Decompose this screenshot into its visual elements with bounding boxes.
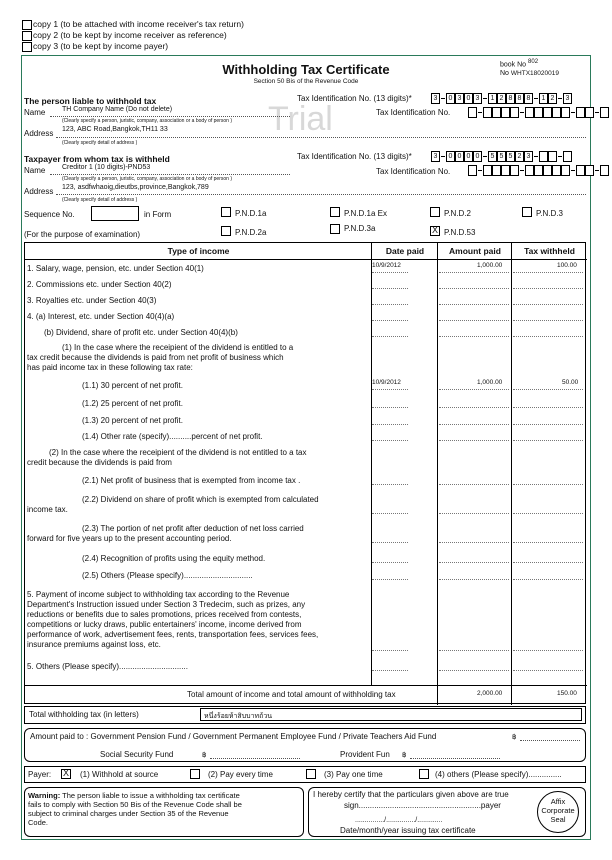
cell-line xyxy=(439,424,509,425)
cell-line xyxy=(513,670,583,671)
payer-tin2-digit[interactable] xyxy=(483,107,492,118)
cell-line xyxy=(372,272,408,273)
pay-one-time-checkbox[interactable] xyxy=(306,769,316,779)
payer-tin-digit[interactable]: 3 xyxy=(563,93,572,104)
payee-tin2-separator xyxy=(520,170,524,171)
pnd2a-checkbox[interactable] xyxy=(221,226,231,236)
payee-address-hint: (Clearly specify detail of address ) xyxy=(62,197,138,203)
sign-line[interactable]: sign.......................................................payer xyxy=(344,801,501,810)
payer-tin2-digit[interactable] xyxy=(534,107,543,118)
payee-address-label: Address xyxy=(24,187,54,196)
warning-title: Warning: xyxy=(28,791,61,800)
payer-tin-digit[interactable]: 3 xyxy=(473,93,482,104)
pnd2-checkbox[interactable] xyxy=(430,207,440,217)
pnd53-checkbox[interactable] xyxy=(430,226,440,236)
cert-no xyxy=(500,70,559,77)
total-label: Total amount of income and total amount of withholding tax xyxy=(187,690,396,699)
cell-line xyxy=(372,484,408,485)
payer-tin-digit[interactable]: 8 xyxy=(524,93,533,104)
withhold-at-source-label: (1) Withhold at source xyxy=(80,770,159,779)
payer-address-hint: (Clearly specify detail of address ) xyxy=(62,140,138,146)
pay-one-time-label: (3) Pay one time xyxy=(324,770,383,779)
row-6: 5. Others (Please specify)............................... xyxy=(27,662,188,671)
cell-line xyxy=(513,288,583,289)
warning-line-3: subject to criminal charges under Section 35 of the Revenue xyxy=(28,809,229,818)
copy-1-label: copy 1 (to be attached with income receiver's tax return) xyxy=(33,19,244,29)
fund-baht-1: ฿ xyxy=(512,734,517,741)
copy-3-label: copy 3 (to be kept by income payer) xyxy=(33,41,169,51)
payer-tin2-separator xyxy=(520,112,524,113)
fund-label: Amount paid to : Government Pension Fund / Government Permanent Employee Fund / Private Teachers Aid Fund xyxy=(30,732,437,741)
payer-tin2-label: Tax Identification No. xyxy=(376,108,451,117)
fund-line-1[interactable] xyxy=(520,740,580,741)
payee-name-label: Name xyxy=(24,166,46,175)
payer-tin2-digit[interactable] xyxy=(510,107,519,118)
payer-tin2-digit[interactable] xyxy=(576,107,585,118)
payee-tin-digit[interactable]: 0 xyxy=(473,151,482,162)
cell-line xyxy=(372,440,408,441)
payee-tin-label: Tax Identification No. (13 digits)* xyxy=(297,152,412,161)
cell-line xyxy=(513,272,583,273)
payee-tin2-separator xyxy=(478,170,482,171)
payer-tin-label: Tax Identification No. (13 digits)* xyxy=(297,94,412,103)
cert-no-label: No xyxy=(500,70,509,77)
payee-name-hint: (Clearly specify a person, juristic, company, association or a body of person ) xyxy=(62,176,232,182)
cell-line xyxy=(372,562,408,563)
cell-line xyxy=(372,579,408,580)
payee-tin-separator xyxy=(534,156,538,157)
payee-tin2-digit[interactable] xyxy=(534,165,543,176)
cell-line xyxy=(513,424,583,425)
cell-line xyxy=(372,304,408,305)
row-4b1-line3: has paid income tax in these following tax rate: xyxy=(27,363,193,372)
cell-line xyxy=(372,542,408,543)
trial-watermark: Trial xyxy=(268,100,333,138)
row-1-3: (1.3) 20 percent of net profit. xyxy=(82,416,183,425)
r11-date[interactable]: 10/9/2012 xyxy=(372,379,401,386)
row-5-line2: Department's Instruction issued under Section 3 Tredecim, such as prizes, any xyxy=(27,600,306,609)
pnd53-label: P.N.D.53 xyxy=(444,228,476,237)
date-dots[interactable]: .............../.............../............. xyxy=(355,817,443,824)
cell-line xyxy=(372,670,408,671)
pnd2-label: P.N.D.2 xyxy=(444,209,471,218)
payee-tin-digit[interactable]: 2 xyxy=(515,151,524,162)
cell-line xyxy=(372,650,408,651)
payer-tin-digit[interactable]: 3 xyxy=(455,93,464,104)
payer-tin-separator xyxy=(483,98,487,99)
payee-tin-digit[interactable]: 5 xyxy=(488,151,497,162)
payer-tin2-separator xyxy=(595,112,599,113)
pnd3-checkbox[interactable] xyxy=(522,207,532,217)
payer-tin-digit[interactable]: 0 xyxy=(464,93,473,104)
col-divider xyxy=(371,243,372,685)
seal-line-3: Seal xyxy=(550,815,566,824)
payer-tin-digit[interactable]: 2 xyxy=(497,93,506,104)
row-2-4: (2.4) Recognition of profits using the equity method. xyxy=(82,554,266,563)
total-tax: 150.00 xyxy=(557,690,577,697)
payee-tin-digit[interactable]: 0 xyxy=(446,151,455,162)
row-4a: 4. (a) Interest, etc. under Section 40(4)(a) xyxy=(27,312,175,321)
payee-tin-digit[interactable]: 5 xyxy=(497,151,506,162)
cell-line xyxy=(439,542,509,543)
payee-tin-digit[interactable]: 5 xyxy=(506,151,515,162)
row-2-5: (2.5) Others (Please specify)............................... xyxy=(82,571,253,580)
payer-tin-digit[interactable]: 2 xyxy=(548,93,557,104)
payee-tin-digit[interactable] xyxy=(548,151,557,162)
payer-tin2-digit[interactable] xyxy=(492,107,501,118)
cell-line xyxy=(439,562,509,563)
copy-3-checkbox[interactable] xyxy=(22,42,32,52)
cell-line xyxy=(439,288,509,289)
payer-options-label: Payer: xyxy=(28,770,52,779)
warning-text xyxy=(28,791,242,827)
row-5-line3: reductions or benefits due to sales promotions, prices received from contests, xyxy=(27,610,302,619)
payer-tin2-digit[interactable] xyxy=(501,107,510,118)
payer-tin-separator xyxy=(534,98,538,99)
pnd3-label: P.N.D.3 xyxy=(536,209,563,218)
pnd3a-label: P.N.D.3a xyxy=(344,224,376,233)
warning-line-4: Code. xyxy=(28,818,49,827)
fund-baht-2: ฿ xyxy=(202,752,207,759)
payer-name-label: Name xyxy=(24,108,46,117)
cell-line xyxy=(513,407,583,408)
cell-line xyxy=(513,304,583,305)
row-2-2-line2: income tax. xyxy=(27,505,68,514)
payer-address-label: Address xyxy=(24,129,54,138)
fund-baht-3: ฿ xyxy=(402,752,407,759)
payee-tin2-digit[interactable] xyxy=(543,165,552,176)
row-4b2-line1: (2) In the case where the receipient of the dividend is not entitled to a tax xyxy=(49,448,307,457)
header-type: Type of income xyxy=(25,243,372,260)
payer-tin-separator xyxy=(558,98,562,99)
payee-tin-digit[interactable]: 0 xyxy=(455,151,464,162)
payer-tin2-digit[interactable] xyxy=(543,107,552,118)
payer-address-value[interactable]: 123, ABC Road,Bangkok,TH11 33 xyxy=(62,126,168,133)
payer-name-line xyxy=(50,116,290,117)
payer-tin-separator xyxy=(441,98,445,99)
cell-line xyxy=(439,407,509,408)
payee-name-value[interactable]: Creditor 1 (10 digits)-PND53 xyxy=(62,164,151,171)
cell-line xyxy=(513,336,583,337)
payee-tin2-label: Tax Identification No. xyxy=(376,167,451,176)
cell-line xyxy=(439,484,509,485)
payee-tin-digit[interactable]: 3 xyxy=(431,151,440,162)
seal-line-2: Corporate xyxy=(541,806,575,815)
row-2-2-line1: (2.2) Dividend on share of profit which is exempted from calculated xyxy=(82,495,319,504)
payer-tin-digit[interactable]: 0 xyxy=(446,93,455,104)
row-5-line1: 5. Payment of income subject to withholding tax according to the Revenue xyxy=(27,590,290,599)
seal-line-1: Affix xyxy=(550,797,566,806)
cell-line xyxy=(513,562,583,563)
payer-tin2-digit[interactable] xyxy=(600,107,609,118)
in-form-label: in Form xyxy=(144,210,172,219)
cell-line xyxy=(439,670,509,671)
cell-line xyxy=(513,440,583,441)
certificate-title: Withholding Tax Certificate xyxy=(222,62,390,77)
payee-tin-digit[interactable] xyxy=(563,151,572,162)
warning-line-1: The person liable to issue a withholding tax certificate xyxy=(62,791,240,800)
row-5-line5: performance of work, advertisement fees, rents, transportation fees, services fees, xyxy=(27,630,319,639)
book-no-value: 802 xyxy=(528,59,539,65)
payee-tin-separator xyxy=(558,156,562,157)
cell-line xyxy=(439,513,509,514)
payee-tin2-digit[interactable] xyxy=(576,165,585,176)
letters-value: หนึ่งร้อยห้าสิบบาทถ้วน xyxy=(204,713,273,720)
sequence-label: Sequence No. xyxy=(24,210,75,219)
payer-tin-digit[interactable]: 1 xyxy=(488,93,497,104)
row-1-2: (1.2) 25 percent of net profit. xyxy=(82,399,183,408)
cell-line xyxy=(439,579,509,580)
purpose-label: (For the purpose of examination) xyxy=(24,230,141,239)
payee-heading: Taxpayer from whom tax is withheld xyxy=(24,154,170,164)
row-4b2-line2: credit because the dividends is paid from xyxy=(27,458,172,467)
cell-line xyxy=(513,389,583,390)
cell-line xyxy=(513,650,583,651)
payee-tin2-digit[interactable] xyxy=(585,165,594,176)
payee-tin2-separator xyxy=(595,170,599,171)
col-divider xyxy=(437,243,438,705)
letters-label: Total withholding tax (in letters) xyxy=(29,710,139,719)
certificate-subtitle: Section 50 Bis of the Revenue Code xyxy=(253,78,359,85)
payer-tin2-separator xyxy=(571,112,575,113)
sso-label: Social Security Fund xyxy=(100,750,174,759)
payer-name-hint: (Clearly specify a person, juristic, company, association or a body of person ) xyxy=(62,118,232,124)
row-2-3-line2: forward for five years up to the present accounting period. xyxy=(27,534,232,543)
payee-tin2-digit[interactable] xyxy=(492,165,501,176)
payee-tin2-digit[interactable] xyxy=(510,165,519,176)
payer-tin2-digit[interactable] xyxy=(585,107,594,118)
others-label: (4) others (Please specify)............... xyxy=(435,770,562,779)
payee-tin-separator xyxy=(441,156,445,157)
payee-tin2-digit[interactable] xyxy=(525,165,534,176)
total-row-divider xyxy=(25,685,587,686)
row-3: 3. Royalties etc. under Section 40(3) xyxy=(27,296,157,305)
row-2-3-line1: (2.3) The portion of net profit after deduction of net loss carried xyxy=(82,524,304,533)
warning-line-2: fails to comply with Section 50 Bis of the Revenue Code shall be xyxy=(28,800,242,809)
others-checkbox[interactable] xyxy=(419,769,429,779)
cert-no-value: WHTX18020019 xyxy=(510,70,559,77)
date-label: Date/month/year issuing tax certificate xyxy=(340,826,476,835)
cell-line xyxy=(513,513,583,514)
cell-line xyxy=(513,320,583,321)
row-2: 2. Commissions etc. under Section 40(2) xyxy=(27,280,172,289)
cell-line xyxy=(513,542,583,543)
cell-line xyxy=(372,389,408,390)
pnd2a-label: P.N.D.2a xyxy=(235,228,267,237)
pay-every-time-label: (2) Pay every time xyxy=(208,770,273,779)
cell-line xyxy=(439,650,509,651)
cell-line xyxy=(372,407,408,408)
corporate-seal xyxy=(537,791,579,833)
r11-tax[interactable]: 50.00 xyxy=(562,379,579,386)
pnd1a-checkbox[interactable] xyxy=(221,207,231,217)
payee-tin-separator xyxy=(483,156,487,157)
r11-amount[interactable]: 1,000.00 xyxy=(477,379,503,386)
cell-line xyxy=(439,336,509,337)
cell-line xyxy=(513,579,583,580)
cell-line xyxy=(372,320,408,321)
cell-line xyxy=(372,288,408,289)
payee-tin2-digit[interactable] xyxy=(483,165,492,176)
pnd1a-ex-checkbox[interactable] xyxy=(330,207,340,217)
header-amount: Amount paid xyxy=(438,243,512,260)
payer-tin2-digit[interactable] xyxy=(552,107,561,118)
payee-tin-digit[interactable] xyxy=(539,151,548,162)
payee-tin-digit[interactable]: 0 xyxy=(464,151,473,162)
row-1: 1. Salary, wage, pension, etc. under Section 40(1) xyxy=(27,264,204,273)
payer-tin-digit[interactable]: 1 xyxy=(539,93,548,104)
pay-every-time-checkbox[interactable] xyxy=(190,769,200,779)
payee-tin2-digit[interactable] xyxy=(552,165,561,176)
cell-line xyxy=(439,272,509,273)
payee-tin2-digit[interactable] xyxy=(561,165,570,176)
header-date: Date paid xyxy=(372,243,438,260)
payee-address-line xyxy=(56,194,586,195)
cell-line xyxy=(439,389,509,390)
cell-line xyxy=(439,440,509,441)
certify-line: I hereby certify that the particulars given above are true xyxy=(313,790,509,799)
cell-line xyxy=(372,424,408,425)
pnd3a-checkbox[interactable] xyxy=(330,224,340,234)
cell-line xyxy=(439,320,509,321)
copy-2-checkbox[interactable] xyxy=(22,31,32,41)
payer-heading: The person liable to withhold tax xyxy=(24,96,157,106)
book-no-label: book No xyxy=(500,61,527,69)
payee-tin-digit[interactable]: 3 xyxy=(524,151,533,162)
row-4b1-line2: tax credit because the dividends is paid from net profit of business which xyxy=(27,353,284,362)
payee-tin2-digit[interactable] xyxy=(501,165,510,176)
provident-label: Provident Fun xyxy=(340,750,390,759)
payer-name-value[interactable]: TH Company Name (Do not delete) xyxy=(62,106,173,113)
copy-1-checkbox[interactable] xyxy=(22,20,32,30)
payee-tin2-digit[interactable] xyxy=(600,165,609,176)
row-4b: (b) Dividend, share of profit etc. under Section 40(4)(b) xyxy=(44,328,238,337)
row-2-1: (2.1) Net profit of business that is exempted from income tax . xyxy=(82,476,301,485)
r1-tax[interactable]: 100.00 xyxy=(557,262,577,269)
book-no xyxy=(500,59,538,68)
header-tax: Tax withheld xyxy=(512,243,587,260)
payer-tin2-digit[interactable] xyxy=(525,107,534,118)
fund-line-2[interactable] xyxy=(210,758,300,759)
sequence-input[interactable] xyxy=(91,206,139,221)
payer-tin2-digit[interactable] xyxy=(468,107,477,118)
payer-tin-digit[interactable]: 3 xyxy=(431,93,440,104)
pnd1a-label: P.N.D.1a xyxy=(235,209,267,218)
payer-address-line xyxy=(56,137,586,138)
r1-date[interactable]: 10/9/2012 xyxy=(372,262,401,269)
pnd1a-ex-label: P.N.D.1a Ex xyxy=(344,209,387,218)
payer-tin-digit[interactable]: 8 xyxy=(515,93,524,104)
row-1-4: (1.4) Other rate (specify)..........percent of net profit. xyxy=(82,432,263,441)
row-1-1: (1.1) 30 percent of net profit. xyxy=(82,381,183,390)
row-4b1-line1: (1) In the case where the receipient of the dividend is entitled to a xyxy=(62,343,294,352)
payee-name-line xyxy=(50,174,290,175)
col-divider xyxy=(511,243,512,705)
withhold-at-source-checkbox[interactable] xyxy=(61,769,71,779)
cell-line xyxy=(439,304,509,305)
total-amount: 2,000.00 xyxy=(477,690,503,697)
payee-tin2-digit[interactable] xyxy=(468,165,477,176)
payer-tin2-digit[interactable] xyxy=(561,107,570,118)
r1-amount[interactable]: 1,000.00 xyxy=(477,262,503,269)
payer-tin2-separator xyxy=(478,112,482,113)
cell-line xyxy=(513,484,583,485)
payer-tin-digit[interactable]: 8 xyxy=(506,93,515,104)
cell-line xyxy=(372,513,408,514)
row-5-line6: insurance premiums against loss, etc. xyxy=(27,640,161,649)
payee-tin2-separator xyxy=(571,170,575,171)
fund-line-3[interactable] xyxy=(410,758,500,759)
copy-2-label: copy 2 (to be kept by income receiver as reference) xyxy=(33,30,227,40)
cell-line xyxy=(372,336,408,337)
payee-address-value[interactable]: 123, asdfwhaoig,dieutbs,province,Bangkok,789 xyxy=(62,184,209,191)
row-5-line4: competitions or lucky draws, public entertainers' income, income derived from xyxy=(27,620,302,629)
